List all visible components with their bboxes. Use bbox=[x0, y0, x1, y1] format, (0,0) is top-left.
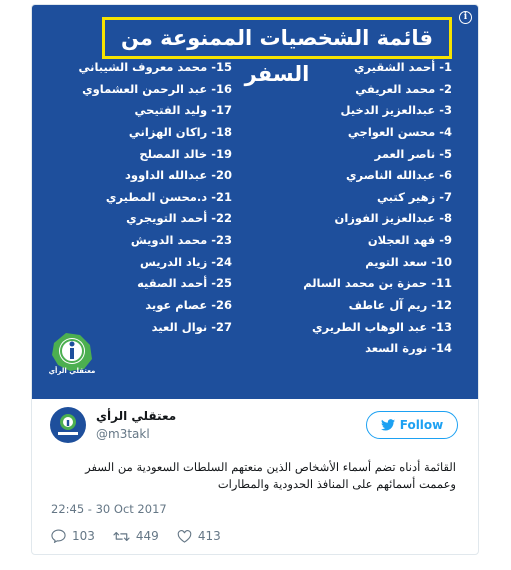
like-count: 413 bbox=[197, 529, 221, 543]
name-list-item: 13- عبد الوهاب الطريري bbox=[312, 319, 452, 334]
like-button[interactable] bbox=[177, 529, 221, 543]
name-list-item: 15- محمد معروف الشيباني bbox=[78, 60, 232, 74]
name-list-item: 27- نوال العيد bbox=[151, 319, 232, 334]
name-list-item: 23- محمد الدويش bbox=[130, 233, 232, 248]
info-icon[interactable]: i bbox=[459, 11, 472, 24]
retweet-button[interactable] bbox=[113, 529, 159, 543]
profile-header bbox=[46, 403, 466, 453]
tweet-card bbox=[31, 4, 479, 555]
name-list-item: 3- عبدالعزيز الدخيل bbox=[340, 103, 452, 118]
retweet-icon bbox=[113, 530, 130, 543]
tweet-timestamp[interactable]: 22:45 - 30 Oct 2017 bbox=[51, 502, 167, 516]
heart-icon bbox=[177, 530, 192, 543]
name-list-item: 12- ريم آل عاطف bbox=[348, 298, 452, 313]
twitter-bird-icon bbox=[381, 419, 395, 431]
name-list-item: 17- وليد الفتيحي bbox=[134, 103, 232, 118]
name-list-item: 5- ناصر العمر bbox=[374, 146, 452, 161]
name-list-item: 14- نورة السعد bbox=[365, 341, 452, 356]
name-list-item: 10- سعد التويم bbox=[365, 254, 452, 269]
logo-text: معتقلي الرأي bbox=[48, 367, 96, 375]
name-list-item: 8- عبدالعزيز الفوزان bbox=[334, 211, 452, 226]
tweet-image[interactable] bbox=[32, 5, 478, 399]
name-list-item: 21- د.محسن المطيري bbox=[105, 189, 232, 204]
retweet-count: 449 bbox=[135, 529, 159, 543]
name-list-item: 7- زهير كتبي bbox=[377, 189, 452, 204]
name-list-item: 25- أحمد الصقيه bbox=[137, 276, 232, 291]
name-list-item: 24- زياد الدريس bbox=[139, 254, 232, 269]
image-title: قائمة الشخصيات الممنوعة من السفر bbox=[120, 26, 434, 86]
names-column-left bbox=[62, 57, 232, 338]
name-list-item: 11- حمزة بن محمد السالم bbox=[303, 276, 452, 291]
account-handle[interactable]: @m3takl bbox=[96, 427, 150, 441]
reply-button[interactable] bbox=[51, 529, 95, 543]
name-list-item: 16- عبد الرحمن العشماوي bbox=[82, 81, 232, 96]
names-column-right bbox=[292, 57, 452, 360]
name-list-item: 20- عبدالله الداوود bbox=[125, 168, 232, 183]
name-list-item: 22- أحمد التويجري bbox=[126, 211, 232, 226]
follow-label: Follow bbox=[399, 418, 444, 432]
reply-count: 103 bbox=[72, 529, 95, 543]
name-list-item: 18- راكان الهزاني bbox=[128, 124, 232, 139]
name-list-item: 1- أحمد الشقيري bbox=[353, 60, 452, 74]
name-list-item: 4- محسن العواجي bbox=[347, 124, 452, 139]
reply-icon bbox=[51, 529, 66, 543]
avatar-logo-icon bbox=[50, 407, 86, 443]
avatar[interactable] bbox=[50, 407, 86, 443]
name-list-item: 6- عبدالله الناصري bbox=[346, 168, 452, 183]
tweet-text: القائمة أدناه تضم أسماء الأشخاص الذين منعتهم السلطات السعودية من السفر وعممت أسمائهم على المنافذ الحدودية والمطارات bbox=[85, 460, 456, 491]
name-list-item: 26- عصام عويد bbox=[145, 298, 232, 313]
name-list-item: 2- محمد العريفي bbox=[355, 81, 452, 96]
name-list-item: 19- خالد المصلح bbox=[139, 146, 232, 161]
follow-button[interactable] bbox=[366, 411, 458, 439]
name-list-item: 9- فهد العجلان bbox=[367, 233, 452, 248]
account-name[interactable]: معتقلي الرأي bbox=[96, 409, 177, 423]
tweet-actions bbox=[51, 529, 221, 543]
